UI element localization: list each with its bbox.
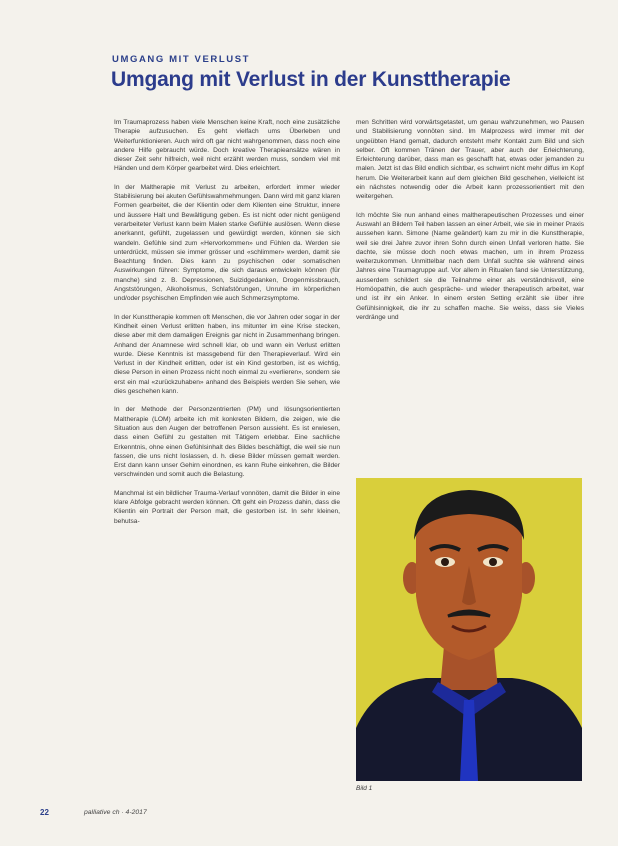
magazine-issue: palliative ch · 4-2017	[84, 809, 147, 816]
left-text-column	[114, 118, 340, 808]
paragraph: Manchmal ist ein bildlicher Trauma-Verlauf vonnöten, damit die Bilder in eine klare Abfolge gebracht werden können. Oft geht ein Prozess dahin, dass die Klientin ein Portrait der Person malt, die gestorben ist. In sehr kleinen, behutsa-	[114, 489, 340, 525]
portrait-illustration	[356, 478, 582, 781]
figure-caption: Bild 1	[356, 785, 373, 792]
paragraph: In der Methode der Personzentrierten (PM) und lösungsorientierten Maltherapie (LOM) arbeite ich mit konkreten Bildern, die zeigen, wie die Situation aus den Augen der betroffenen Person aussieht. Es ist erwiesen, dass einen Gefühl zu gestalten mit Tätigem erlebbar. Eine sachliche Erkenntnis, ohne einen Gefühlsinhalt des Bildes beschäftigt, die weil sie nun fassen, die uns nicht loslassen, d. h. diese Bilder müssen gemalt werden. Erst dann kann unser Gehirn einordnen, es kann Ruhe einkehren, die Bilder verschwinden und somit auch die Belastung.	[114, 406, 340, 479]
section-kicker: UMGANG MIT VERLUST	[112, 54, 251, 65]
page-number: 22	[40, 808, 49, 817]
paragraph: In der Maltherapie mit Verlust zu arbeiten, erfordert immer wieder Stabilisierung bei akuten Gefühlswahrnehmungen. Dann wird mit ganz klaren Formen gearbeitet, die der Klientin oder dem Klienten eine Struktur, innere und äussere Halt und Bewältigung geben. Es ist nicht oder nicht genügend verarbeiteter Verlust kann beim Malen starke Gefühle auslösen. Wenn diese anerkannt, gefühlt, zugelassen und gewürdigt werden, können sie sich wandeln. Gefühle sind zum «Hervorkommen» und Fühlen da. Werden sie unterdrückt, müssen sie immer grösser und «schlimmer» werden, damit sie Beachtung finden. Dies kann zu psychischen oder somatischen Auswirkungen führen: Symptome, die sich daraus entwickeln können (für manche) sind z. B. Depressionen, Suizidgedanken, Drogenmissbrauch, Angststörungen, Alkoholismus, Schlafstörungen, Unruhe im körperlichen und/oder psychischen Empfinden wie auch Schmerzsymptome.	[114, 183, 340, 303]
paragraph: In der Kunsttherapie kommen oft Menschen, die vor Jahren oder sogar in der Kindheit einen Verlust erlitten haben, ins mitunter im eine Krise stecken, diese aber mit dem damaligen Ereignis gar nicht in Zusammenhang bringen. Anhand der Anamnese wird schnell klar, ob und wann ein Verlust erlitten wurde. Diese Kenntnis ist massgebend für den Therapieverlauf. Wird ein Verlust in der Kindheit erlitten, oder ist ein Kind gestorben, ist es wichtig, diese Person in einen Prozess nicht noch einmal zu «verlieren», sondern sie erst ein mal «zurückzuhaben» anhand des Beispiels werden Sie sehen, wie dies geschehen kann.	[114, 313, 340, 396]
paragraph: Im Traumaprozess haben viele Menschen keine Kraft, noch eine zusätzliche Therapie aufzusuchen. Es geht vielfach ums Überleben und Weiterfunktionieren. Auch wird oft gar nicht wahrgenommen, dass noch eine andere Hilfe gebraucht würde. Doch kreative Therapieansätze wären in dieser Zeit sehr hilfreich, weil nicht erzählt werden muss, sondern viel mit Händen und dem Körper gearbeitet wird. Dies erleichtert.	[114, 119, 340, 173]
portrait-painting	[356, 478, 582, 781]
paragraph: men Schritten wird vorwärtsgetastet, um genau wahrzunehmen, wo Pausen und Stabilisierung vonnöten sind. Im Malprozess wird immer mit der ungeübten Hand gemalt, dadurch entsteht mehr Kontakt zum Bild und sich selber. Oft kommen Tränen der Trauer, aber auch der Erleichterung, Erleichterung darüber, dass man es geschafft hat, etwas oder jemanden zu malen. Jetzt ist das Bild endlich sichtbar, es schwirrt nicht mehr diffus im Kopf herum. Die Weiterarbeit kann auf dem gleichen Bild geschehen, vielleicht ist ein nächstes notwendig oder die Arbeit kann prozessorientiert mit den weitergehen.	[356, 119, 584, 201]
right-text-column	[356, 118, 584, 468]
article-title: Umgang mit Verlust in der Kunsttherapie	[111, 68, 511, 91]
paragraph: Ich möchte Sie nun anhand eines maltherapeutischen Prozesses und einer Auswahl an Bildern Teil haben lassen an einer Arbeit, wie sie in meiner Praxis aussehen kann. Simone (Name geändert) kam zu mir in die Kunsttherapie, weil sie drei Jahre zuvor ihren Sohn durch einen Unfall verloren hatte. Sie dachte, sie müsse doch noch etwas machen, um in ihrem Prozess weiterzukommen. Unmittelbar nach dem Unfall suchte sie während eines Jahres eine Traumagruppe auf. Vor allem in Ritualen fand sie Unterstützung, ausserdem schildert sie die Teilnahme einer als verständnisvoll, eine Homöopathin, die auch gespräche- und wieder therapeutisch arbeitet, war und ist ihr ein Anker. In einem ersten Setting erzählt sie über ihre Gefühlsinnigkeit, die ihr zu schaffen mache. Sie weiss, dass sie Vieles verdränge und	[356, 211, 584, 321]
